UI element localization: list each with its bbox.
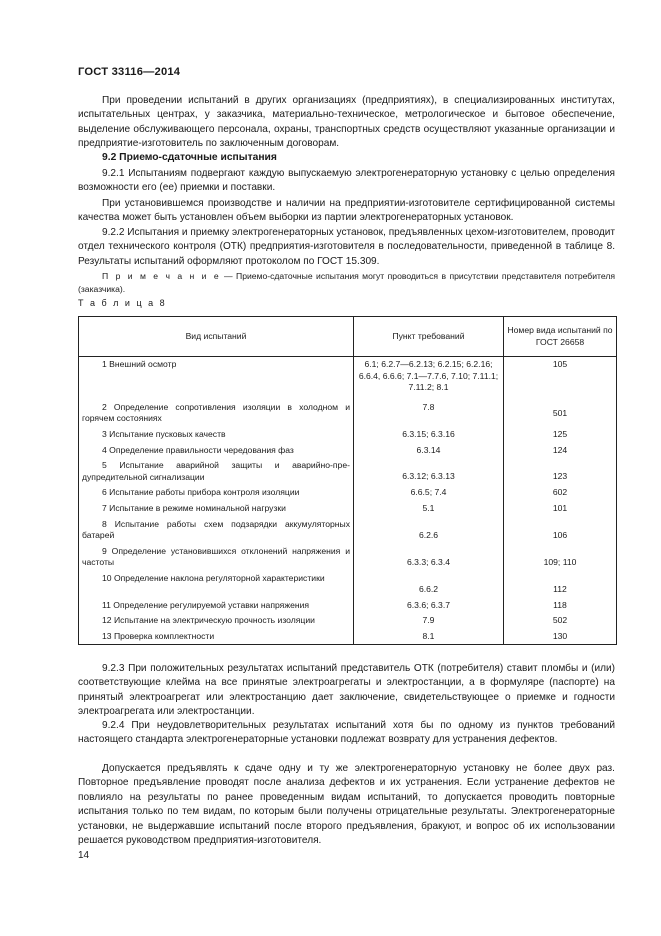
row-test-name: 12 Испытание на электрическую прочность изоляции: [79, 613, 354, 629]
tests-table: [78, 316, 617, 645]
header-clause: Пункт требований: [354, 317, 504, 357]
row-clause: 5.1: [354, 501, 504, 517]
row-code: 124: [504, 443, 617, 459]
table-row: [79, 396, 617, 427]
paragraph-resubmission: Допускается предъявлять к сдаче одну и ту же электрогенераторную установку не более двух раз. Повторное предъявление проводят после анализа дефектов и их устранения. Если устранение дефектов не повлияло на результаты по ранее проведенным видам испытаний, то допускается проводить повторные испытания только по тем видам, по которым были получены отрицательные результаты. Электрогенераторные установки, не выдержавшие испытаний после второго предъявления, бракуют, и вопрос об их использовании решается руководством предприятия-изготовителя.: [78, 763, 615, 847]
row-clause: 6.2.6: [354, 517, 504, 544]
table-row: [79, 485, 617, 501]
row-code: 130: [504, 629, 617, 645]
note: [78, 270, 615, 295]
row-clause: 6.3.6; 6.3.7: [354, 598, 504, 614]
row-test-name: 9 Определение установившихся отклонений напряжения и частоты: [79, 544, 354, 571]
row-test-name: 10 Определение наклона регуляторной характеристики: [79, 571, 354, 598]
row-clause: 6.3.14: [354, 443, 504, 459]
row-code: 112: [504, 571, 617, 598]
paragraph-9-2-1: 9.2.1 Испытаниям подвергают каждую выпускаемую электрогенераторную установку с целью определения возможности его (ее) приемки и поставки.: [78, 168, 615, 194]
section-heading-9-2: 9.2 Приемо-сдаточные испытания: [102, 152, 277, 163]
table-row: [79, 517, 617, 544]
row-clause: 7.9: [354, 613, 504, 629]
table-row: [79, 629, 617, 645]
row-clause: 6.1; 6.2.7—6.2.13; 6.2.15; 6.2.16; 6.6.4, 6.6.6; 7.1—7.7.6, 7.10; 7.11.1; 7.11.2; 8.1: [354, 357, 504, 396]
row-clause: 7.8: [354, 396, 504, 427]
document-header: ГОСТ 33116—2014: [78, 66, 181, 78]
row-clause: 6.3.15; 6.3.16: [354, 427, 504, 443]
row-code: 125: [504, 427, 617, 443]
header-test-number: Номер вида испытаний по ГОСТ 26658: [504, 317, 617, 357]
row-code: 602: [504, 485, 617, 501]
row-test-name: 3 Испытание пусковых качеств: [79, 427, 354, 443]
note-label: П р и м е ч а н и е: [102, 271, 221, 281]
row-test-name: 4 Определение правильности чередования фаз: [79, 443, 354, 459]
paragraph-9-2-4: 9.2.4 При неудовлетворительных результатах испытаний хотя бы по одному из пунктов требований настоящего стандарта электрогенераторные установки подлежат возврату для устранения дефектов.: [78, 720, 615, 746]
table-row: [79, 357, 617, 396]
row-code: 106: [504, 517, 617, 544]
row-test-name: 2 Определение сопротивления изоляции в холодном и горячем состояниях: [79, 396, 354, 427]
row-code: 101: [504, 501, 617, 517]
table-row: [79, 458, 617, 485]
row-test-name: 7 Испытание в режиме номинальной нагрузки: [79, 501, 354, 517]
row-code: 502: [504, 613, 617, 629]
row-test-name: 6 Испытание работы прибора контроля изоляции: [79, 485, 354, 501]
table-row: [79, 613, 617, 629]
paragraph-9-2-3: 9.2.3 При положительных результатах испытаний представитель ОТК (потребителя) ставит пломбы и (или) соответствующие клейма на все принятые электроагрегаты и электростанции, а в формуляре (паспорте) на принятый электроагрегат или электростанцию дает заключение, свидетельствующее о приемке и годности электроагрегата или электростанции.: [78, 663, 615, 718]
paragraph-testing-other-orgs: При проведении испытаний в других организациях (предприятиях), в специализированных институтах, испытательных центрах, у заказчика, материально-техническое, метрологическое и бытовое обеспечение, выделение обслуживающего персонала, охраны, транспортных средств осуществляют указанные организации и предприятие-изготовитель по заключенным договорам.: [78, 95, 615, 150]
row-clause: 6.6.5; 7.4: [354, 485, 504, 501]
note-text: — Приемо-сдаточные испытания могут проводиться в присутствии представителя потребителя (заказчика).: [78, 271, 616, 294]
row-test-name: 11 Определение регулируемой уставки напряжения: [79, 598, 354, 614]
table-row: [79, 571, 617, 598]
row-clause: 6.6.2: [354, 571, 504, 598]
header-test-type: Вид испытаний: [79, 317, 354, 357]
row-test-name: 13 Проверка комплектности: [79, 629, 354, 645]
table-header-row: [79, 317, 617, 357]
table-row: [79, 544, 617, 571]
page-number: 14: [78, 850, 90, 861]
paragraph-9-2-2: 9.2.2 Испытания и приемку электрогенераторных установок, предъявленных цехом-изготовителем, проводит отдел технического контроля (ОТК) предприятия-изготовителя в последовательности, приведенной в таблице 8. Результаты испытаний оформляют протоколом по ГОСТ 15.309.: [78, 227, 615, 267]
table-row: [79, 443, 617, 459]
row-code: 123: [504, 458, 617, 485]
row-test-name: 1 Внешний осмотр: [79, 357, 354, 396]
row-code: 118: [504, 598, 617, 614]
row-clause: 8.1: [354, 629, 504, 645]
table-row: [79, 501, 617, 517]
row-test-name: 8 Испытание работы схем подзарядки аккумуляторных батарей: [79, 517, 354, 544]
row-clause: 6.3.12; 6.3.13: [354, 458, 504, 485]
row-code: 105: [504, 357, 617, 396]
table-row: [79, 598, 617, 614]
table-row: [79, 427, 617, 443]
row-clause: 6.3.3; 6.3.4: [354, 544, 504, 571]
row-code: 109; 110: [504, 544, 617, 571]
row-code: 501: [504, 396, 617, 427]
row-test-name: 5 Испытание аварийной защиты и аварийно-предупредительной сигнализации: [79, 458, 354, 485]
paragraph-9-2-1-sample: При установившемся производстве и наличии на предприятии-изготовителе сертифицированной системы качества может быть установлен объем выборки из партии электрогенераторных установок.: [78, 198, 615, 224]
table-caption: Т а б л и ц а 8: [78, 298, 167, 308]
